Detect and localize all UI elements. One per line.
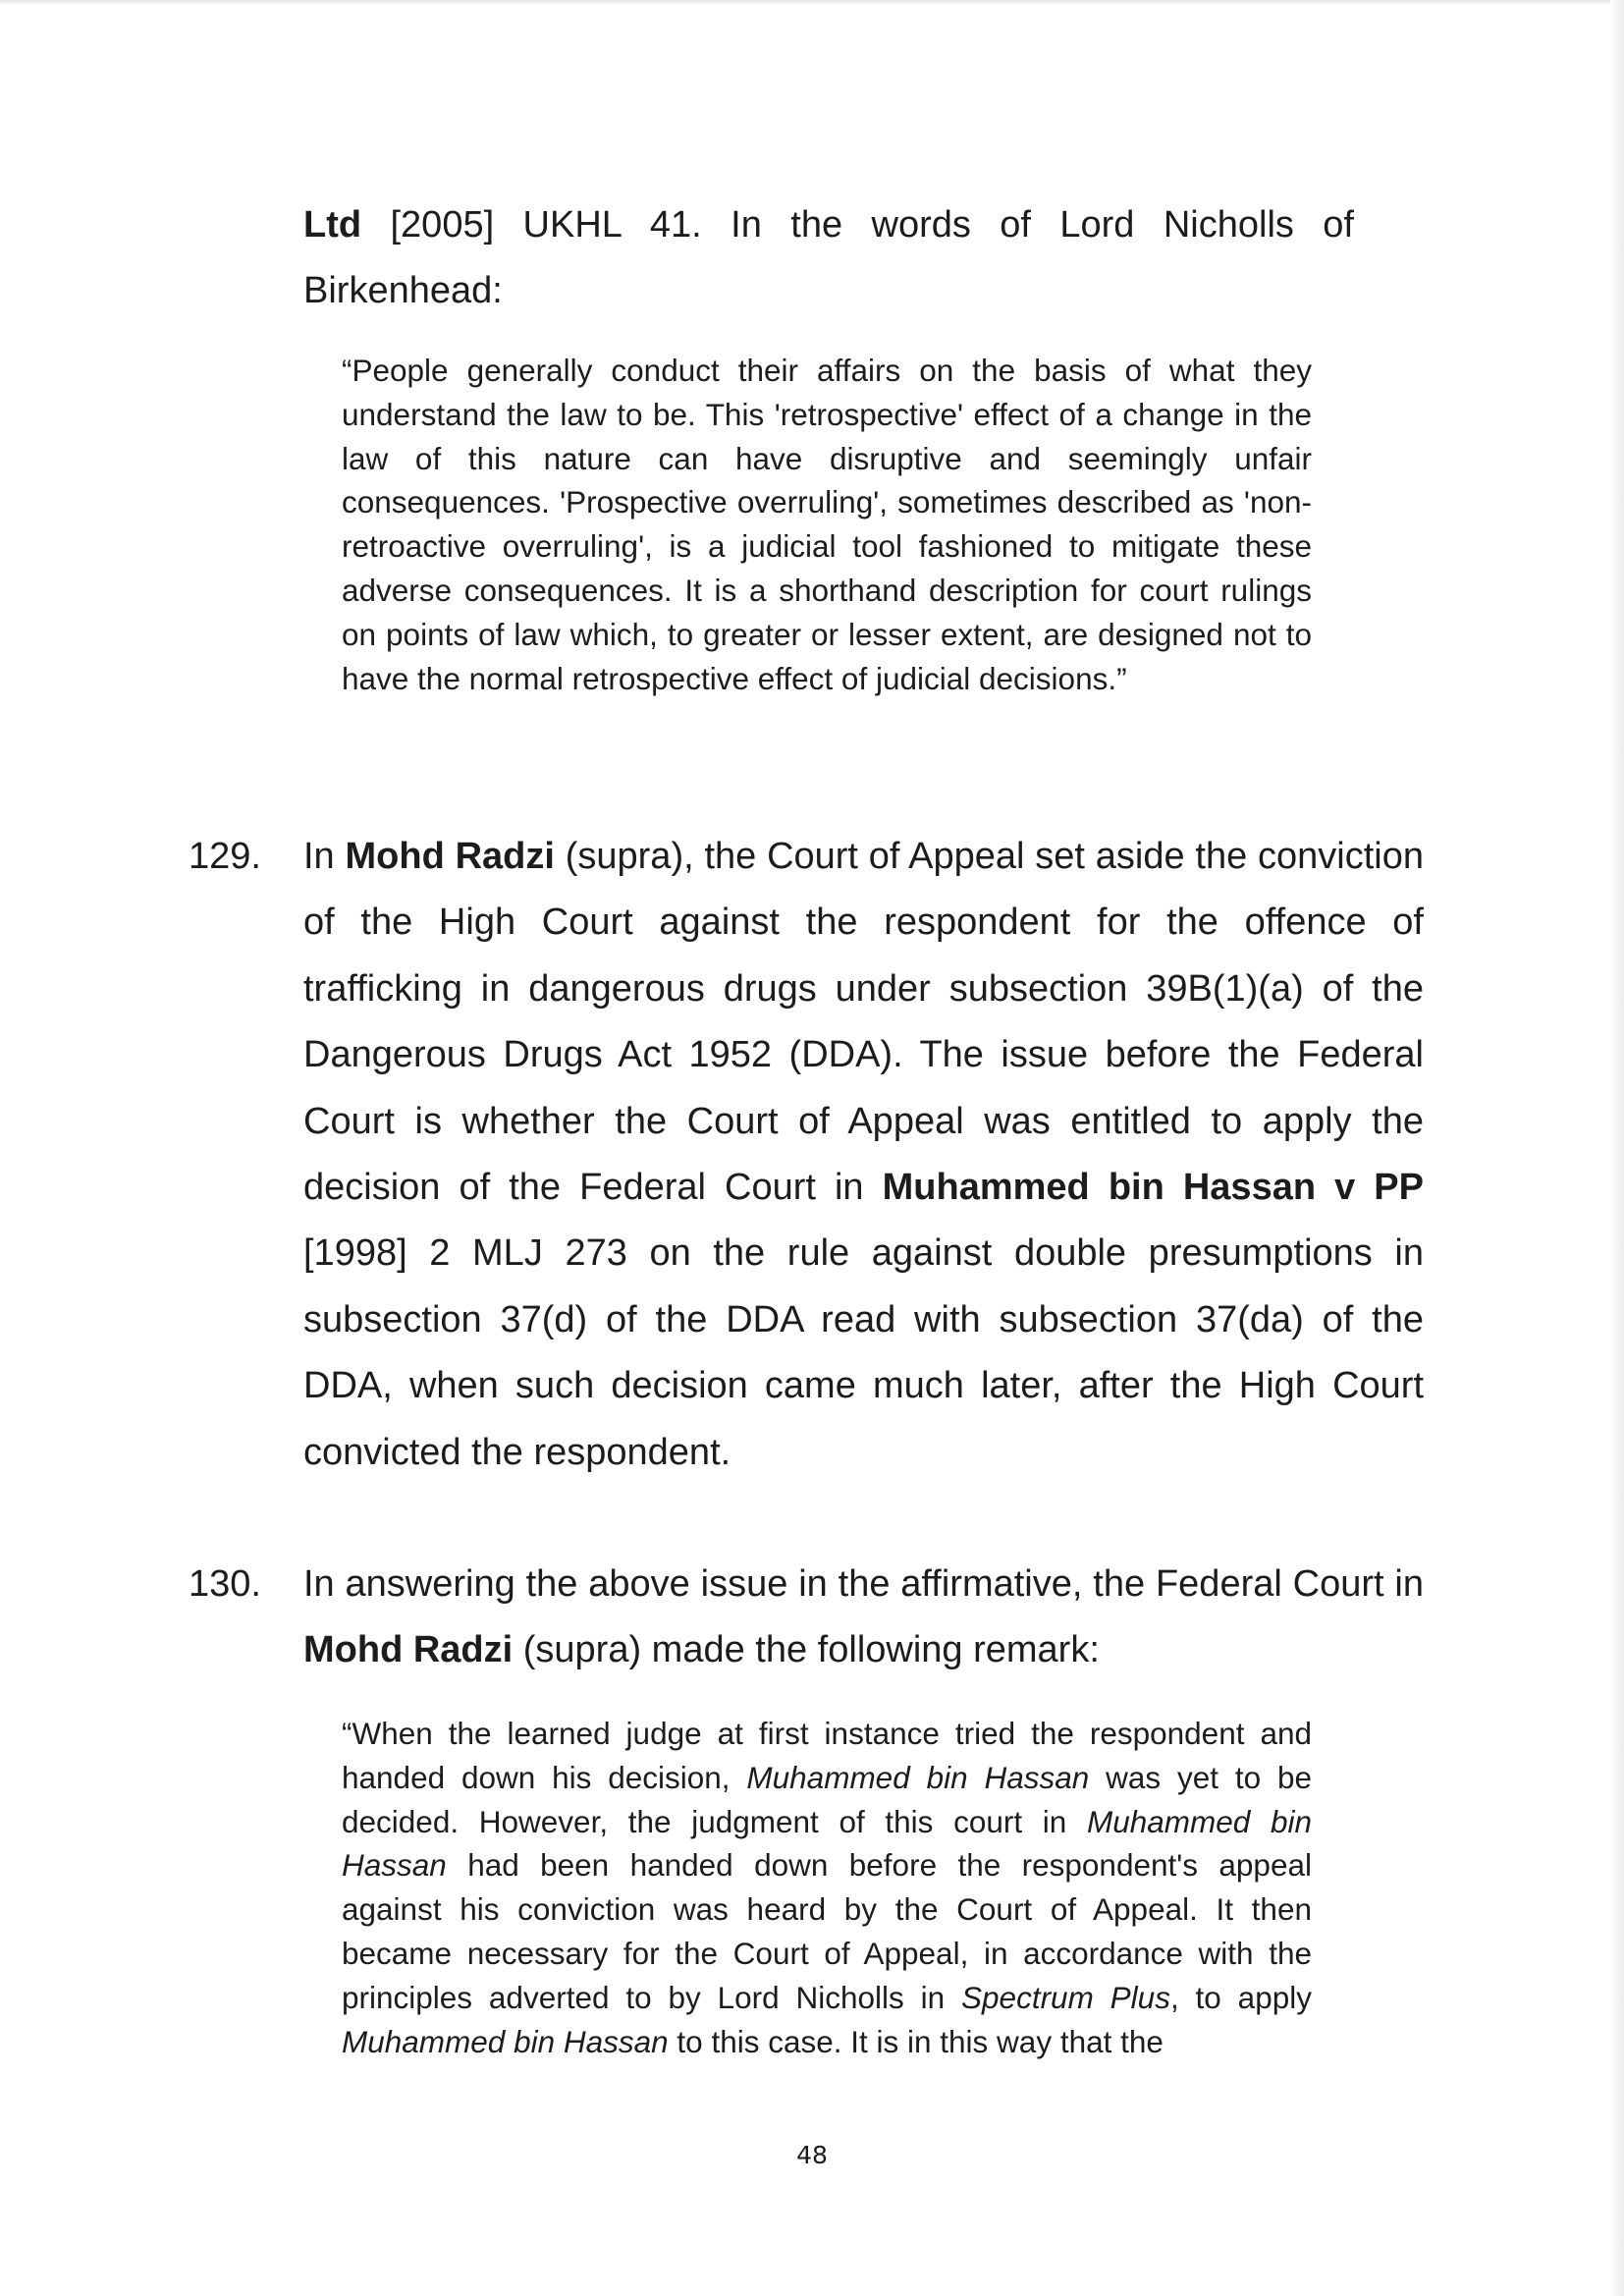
continuation-paragraph (303, 192, 1354, 325)
block-quote-mohd-radzi (342, 1712, 1312, 2063)
case-name-bold: Muhammed bin Hassan v PP (882, 1167, 1424, 1209)
page-number: 48 (796, 2141, 828, 2169)
paragraph-text: In (303, 836, 346, 877)
scan-edge-right (1610, 0, 1624, 2296)
paragraph-text: (supra), the Court of Appeal set aside the conviction of the High Court against the respondent for the offence of trafficking in dangerous drugs under subsection 39B(1)(a) of the Dangerous Drugs Act 1952 (DDA). The issue before the Federal Court is whether the Court of Appeal was entitled to apply the decision of the Federal Court in (303, 836, 1425, 1209)
paragraph-number-129: 129. (189, 836, 261, 877)
scan-edge-top (0, 0, 1624, 5)
quote-text: , to apply (1169, 1979, 1312, 2015)
quote-text: was yet to be decided. However, the judgment of this court in (342, 1759, 1312, 1839)
paragraph-129 (303, 824, 1424, 1486)
case-name-italic: Muhammed bin Hassan (342, 1803, 1313, 1884)
paragraph-130 (303, 1552, 1424, 1684)
case-name-bold: Mohd Radzi (303, 1629, 514, 1671)
quote-text: to this case. It is in this way that the (668, 2023, 1164, 2059)
quote-text: “When the learned judge at first instance tried the respondent and handed down his decision, (342, 1716, 1312, 1795)
case-name-bold: Ltd (303, 204, 362, 246)
continuation-text: [2005] UKHL 41. In the words of Lord Nicholls of Birkenhead: (303, 204, 1354, 312)
case-name-italic: Spectrum Plus (961, 1979, 1170, 2015)
paragraph-text: In answering the above issue in the affirmative, the Federal Court in (303, 1563, 1424, 1605)
case-name-italic: Muhammed bin Hassan (746, 1759, 1090, 1795)
case-name-italic: Muhammed bin Hassan (342, 2023, 669, 2059)
paragraph-number-130: 130. (189, 1563, 261, 1605)
block-quote-lord-nicholls (342, 349, 1312, 700)
quote-text: “People generally conduct their affairs on the basis of what they understand the law to be. This 'retrospective' effect of a change in the law of this nature can have disruptive and seemingly unfair consequences. 'Prospective overruling', sometimes described as 'non-retroactive overruling', is a judicial tool fashioned to mitigate these adverse consequences. It is a shorthand description for court rulings on points of law which, to greater or lesser extent, are designed not to have the normal retrospective effect of judicial decisions.” (342, 353, 1312, 696)
paragraph-text: [1998] 2 MLJ 273 on the rule against double presumptions in subsection 37(d) of the DDA read with subsection 37(da) of the DDA, when such decision came much later, after the High Court convicted the respondent. (303, 1232, 1424, 1473)
case-name-bold: Mohd Radzi (345, 836, 555, 877)
paragraph-text: (supra) made the following remark: (513, 1629, 1100, 1671)
quote-text: had been handed down before the respondent's appeal against his conviction was heard by the Court of Appeal. It then became necessary for the Court of Appeal, in accordance with the principles adverted to by Lord Nicholls in (342, 1847, 1312, 2015)
